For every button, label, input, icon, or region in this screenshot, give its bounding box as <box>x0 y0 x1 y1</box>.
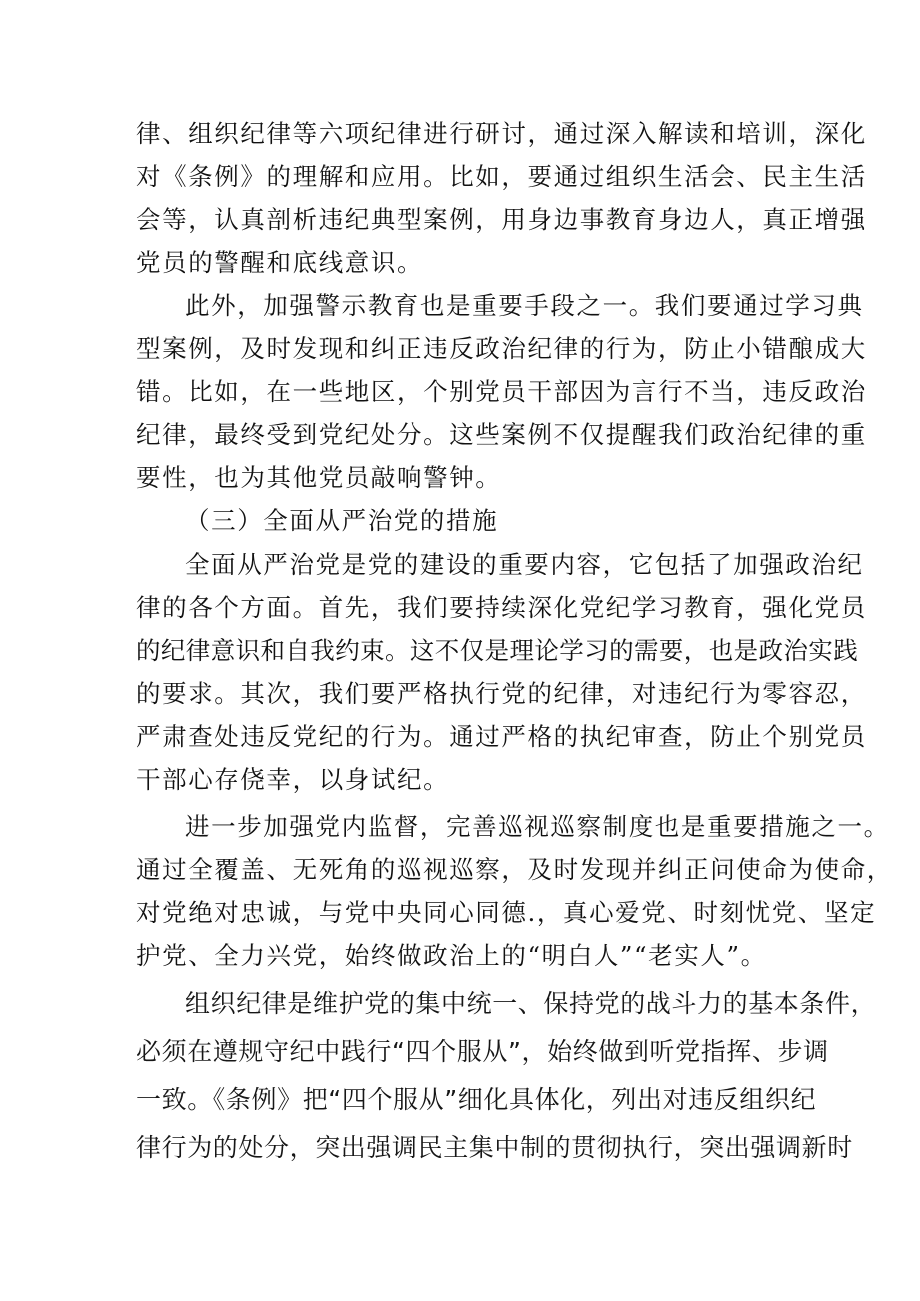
section-heading: （三）全面从严治党的措施 <box>185 506 499 535</box>
paragraph-3-line-2: 律的各个方面。首先，我们要持续深化党纪学习教育，强化党员 <box>136 593 867 622</box>
paragraph-1-line-4: 党员的警醒和底线意识。 <box>136 248 424 277</box>
paragraph-3-line-3: 的纪律意识和自我约束。这不仅是理论学习的需要，也是政治实践 <box>136 636 859 665</box>
paragraph-3-line-4: 的要求。其次，我们要严格执行党的纪律，对违纪行为零容忍， <box>136 679 867 708</box>
paragraph-2-line-5: 要性，也为其他党员敲响警钟。 <box>136 463 502 492</box>
paragraph-3-line-6: 干部心存侥幸，以身试纪。 <box>136 765 450 794</box>
paragraph-1-line-2: 对《条例》的理解和应用。比如，要通过组织生活会、民主生活 <box>136 162 867 191</box>
paragraph-1-line-1: 律、组织纪律等六项纪律进行研讨，通过深入解读和培训，深化 <box>136 119 867 148</box>
paragraph-1-line-3: 会等，认真剖析违纪典型案例，用身边事教育身边人，真正增强 <box>136 205 867 234</box>
paragraph-5-line-2: 必须在遵规守纪中践行“四个服从”，始终做到听党指挥、步调 <box>136 1037 829 1066</box>
paragraph-2-line-2: 型案例，及时发现和纠正违反政治纪律的行为，防止小错酿成大 <box>136 334 867 363</box>
paragraph-2-line-4: 纪律，最终受到党纪处分。这些案例不仅提醒我们政治纪律的重 <box>136 420 867 449</box>
paragraph-3-line-5: 严肃查处违反党纪的行为。通过严格的执纪审查，防止个别党员 <box>136 722 867 751</box>
paragraph-5-line-3: 一致。《条例》把“四个服从”细化具体化，列出对违反组织纪 <box>136 1085 817 1114</box>
paragraph-5-line-4: 律行为的处分，突出强调民主集中制的贯彻执行，突出强调新时 <box>136 1133 853 1162</box>
paragraph-3-line-1: 全面从严治党是党的建设的重要内容，它包括了加强政治纪 <box>185 550 864 579</box>
paragraph-2-line-1: 此外，加强警示教育也是重要手段之一。我们要通过学习典 <box>185 291 864 320</box>
paragraph-2-line-3: 错。比如，在一些地区，个别党员干部因为言行不当，违反政治 <box>136 377 867 406</box>
paragraph-4-line-3: 对党绝对忠诚，与党中央同心同德.，真心爱党、时刻忧党、坚定 <box>136 898 877 927</box>
paragraph-5-line-1: 组织纪律是维护党的集中统一、保持党的战斗力的基本条件， <box>185 989 877 1018</box>
paragraph-4-line-4: 护党、全力兴党，始终做政治上的“明白人”“老实人”。 <box>136 941 767 970</box>
paragraph-4-line-2: 通过全覆盖、无死角的巡视巡察，及时发现并纠正问使命为使命， <box>136 855 893 884</box>
paragraph-4-line-1: 进一步加强党内监督，完善巡视巡察制度也是重要措施之一。 <box>185 812 890 841</box>
